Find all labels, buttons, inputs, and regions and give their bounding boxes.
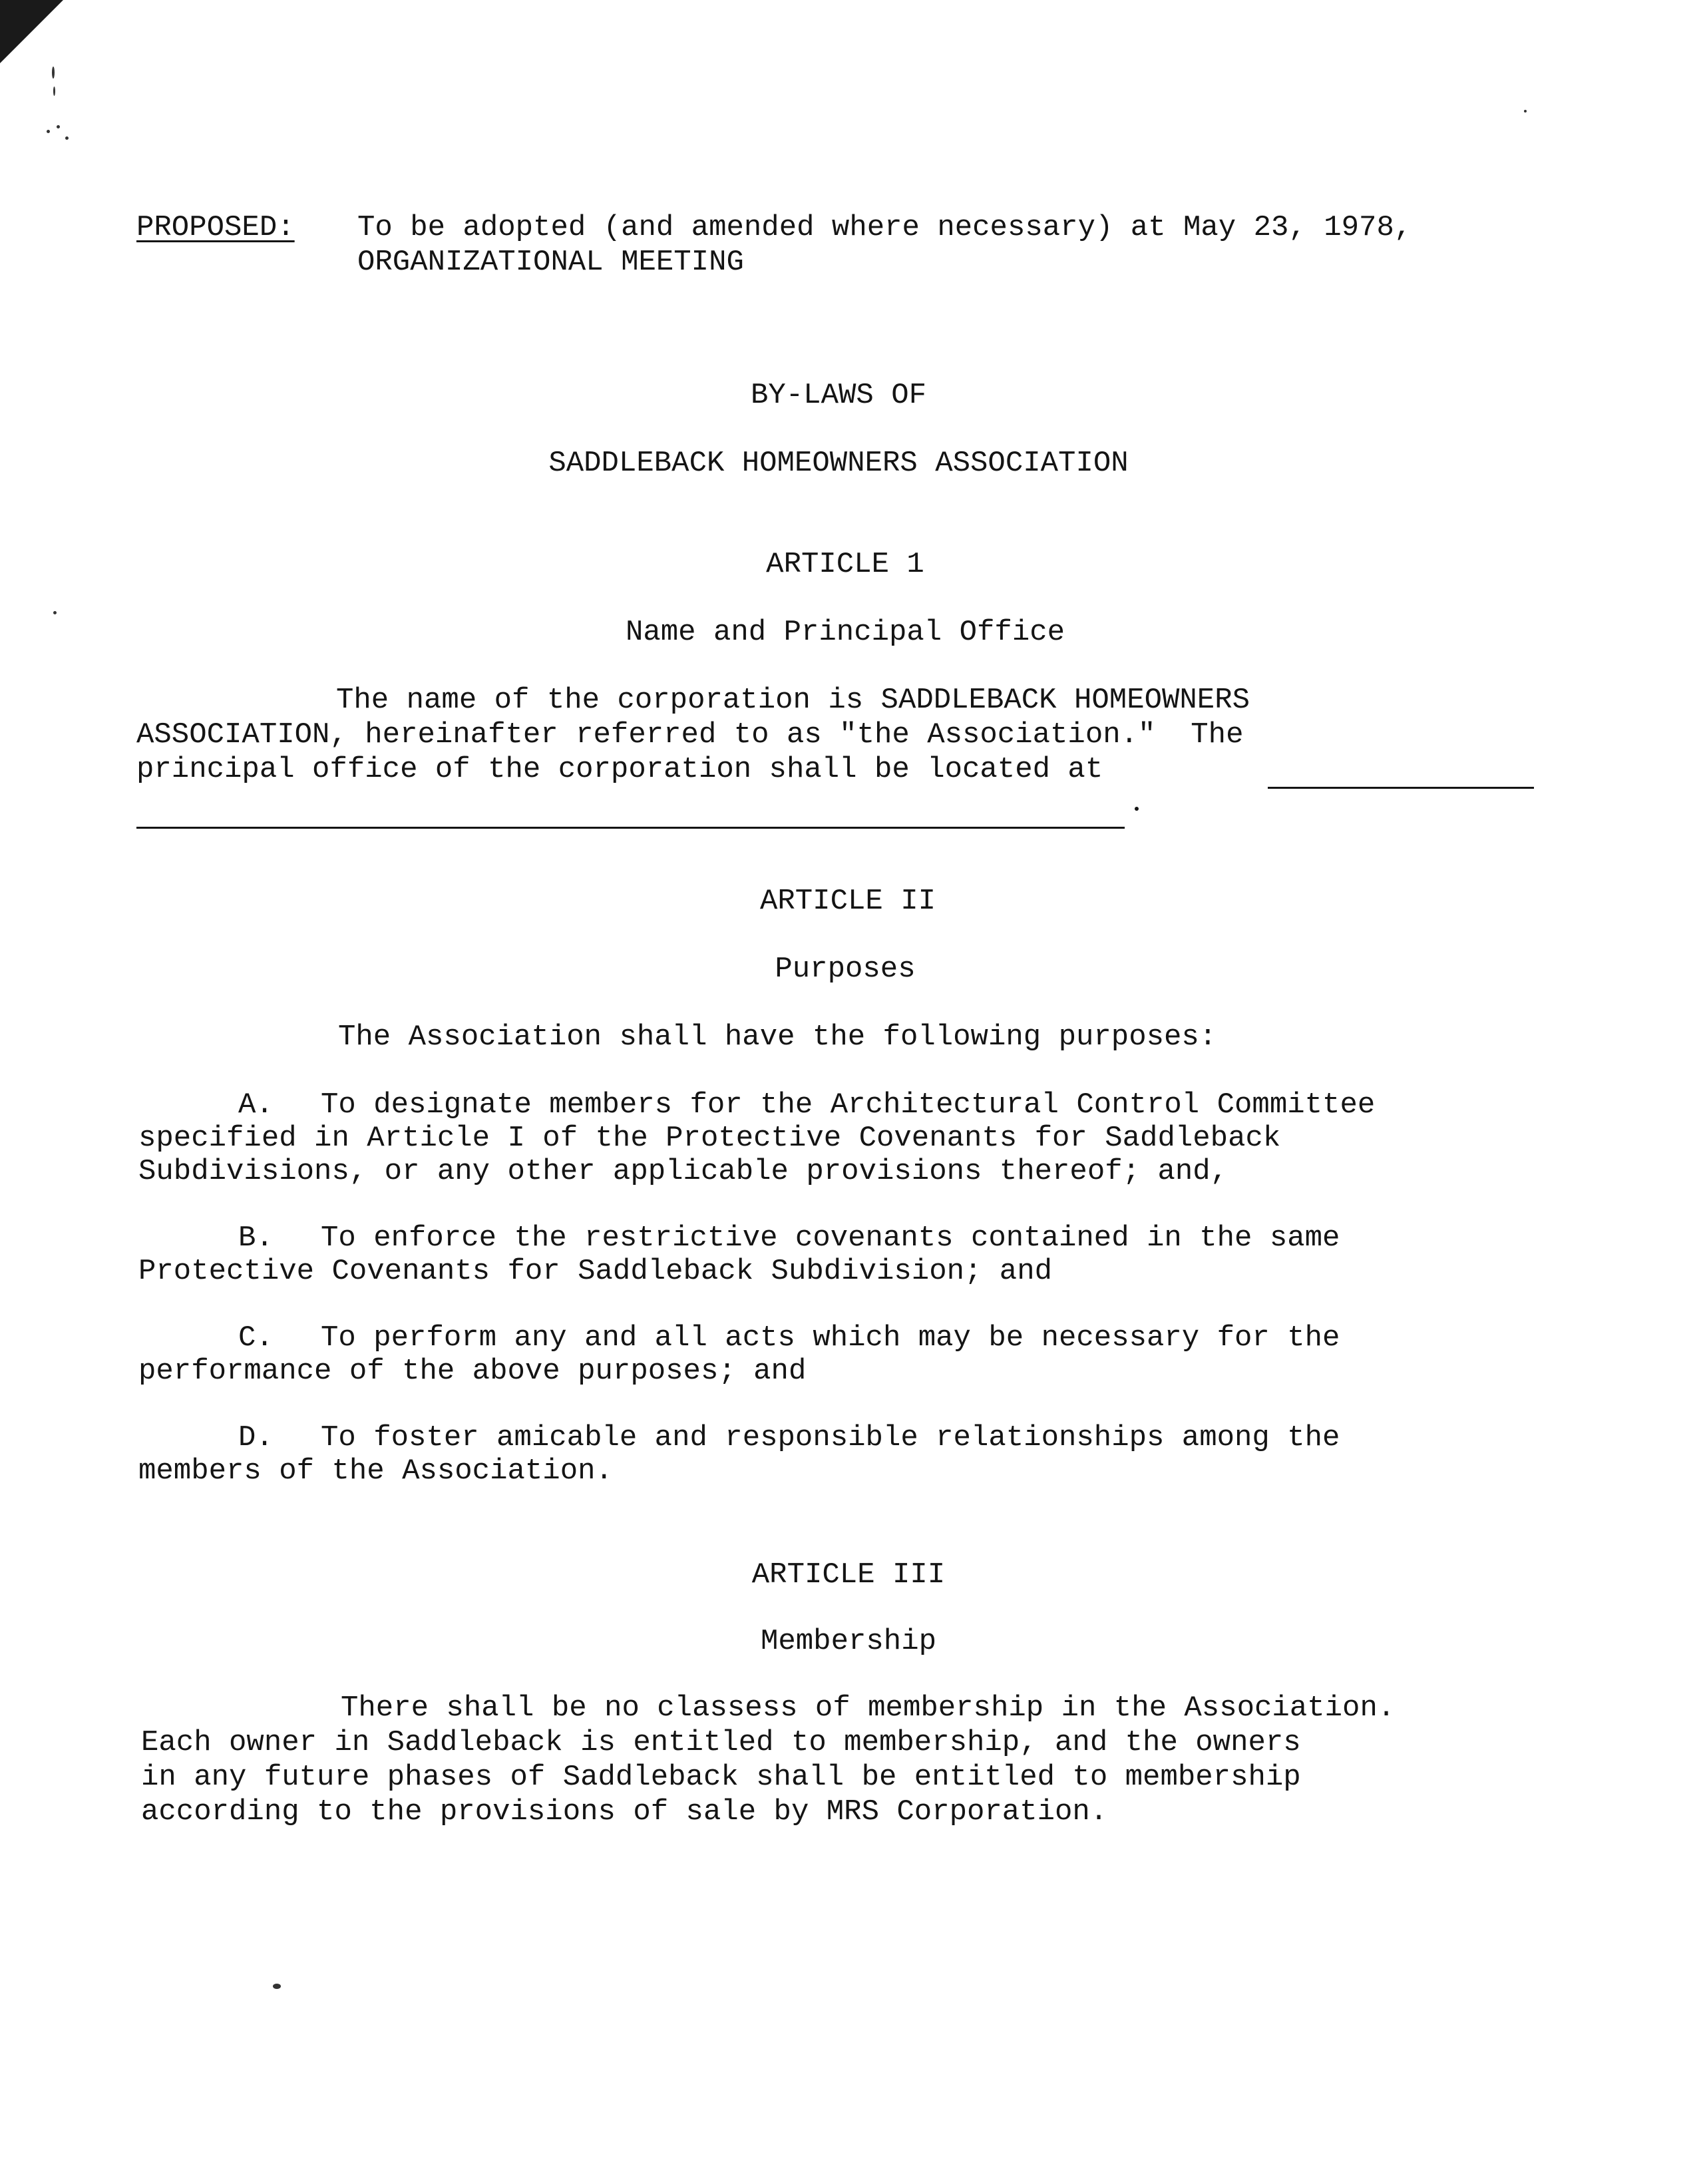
scan-speck (47, 130, 50, 133)
scan-speck (65, 136, 69, 140)
office-address-blank-2 (136, 827, 1125, 829)
document-title: BY-LAWS OF (750, 379, 927, 412)
article-3-subheading: Membership (760, 1625, 937, 1658)
purpose-c-line-1: To perform any and all acts which may be necessary for the (321, 1321, 1340, 1355)
purpose-d-line-2: members of the Association. (138, 1454, 613, 1488)
article-2-subheading: Purposes (775, 953, 916, 986)
article-1-line-2: ASSOCIATION, hereinafter referred to as "the Association." The (136, 718, 1244, 752)
article-2-intro: The Association shall have the following purposes: (338, 1020, 1217, 1054)
article-3-line-2: Each owner in Saddleback is entitled to membership, and the owners (141, 1726, 1301, 1759)
page-corner-fold (0, 0, 63, 63)
proposed-label: PROPOSED: (136, 211, 295, 244)
article-3-line-1: There shall be no classess of membership in the Association. (341, 1691, 1396, 1725)
purpose-a-line-3: Subdivisions, or any other applicable provisions thereof; and, (138, 1155, 1228, 1188)
purpose-a-line-2: specified in Article I of the Protective Covenants for Saddleback (138, 1122, 1281, 1155)
article-1-line-1: The name of the corporation is SADDLEBACK HOMEOWNERS (336, 684, 1250, 717)
article-2-heading: ARTICLE II (759, 885, 936, 918)
scan-speck (53, 87, 55, 96)
purpose-b-line-1: To enforce the restrictive covenants contained in the same (321, 1221, 1340, 1255)
article-1-line-3: principal office of the corporation shall be located at (136, 753, 1103, 786)
purpose-a-letter: A. (238, 1088, 274, 1122)
scan-speck (52, 67, 55, 79)
association-name: SADDLEBACK HOMEOWNERS ASSOCIATION (548, 447, 1129, 480)
purpose-b-letter: B. (238, 1221, 274, 1255)
purpose-d-line-1: To foster amicable and responsible relationships among the (321, 1421, 1340, 1454)
article-3-heading: ARTICLE III (751, 1558, 946, 1592)
article-3-line-4: according to the provisions of sale by MRS Corporation. (141, 1795, 1108, 1829)
article-1-heading: ARTICLE 1 (766, 548, 924, 581)
purpose-c-line-2: performance of the above purposes; and (138, 1355, 807, 1388)
purpose-a-line-1: To designate members for the Architectural Control Committee (321, 1088, 1376, 1122)
purpose-c-letter: C. (238, 1321, 274, 1355)
scan-speck (53, 611, 57, 614)
purpose-b-line-2: Protective Covenants for Saddleback Subdivision; and (138, 1255, 1053, 1288)
article-1-subheading: Name and Principal Office (625, 616, 1065, 649)
scan-speck (273, 1984, 281, 1989)
scan-speck (1524, 110, 1527, 112)
proposed-line-1: To be adopted (and amended where necessary) at May 23, 1978, (357, 211, 1412, 244)
scan-speck (57, 125, 60, 128)
proposed-line-2: ORGANIZATIONAL MEETING (357, 246, 744, 279)
office-address-blank-1 (1268, 787, 1534, 789)
address-period (1135, 807, 1139, 811)
article-3-line-3: in any future phases of Saddleback shall be entitled to membership (141, 1761, 1301, 1794)
purpose-d-letter: D. (238, 1421, 274, 1454)
